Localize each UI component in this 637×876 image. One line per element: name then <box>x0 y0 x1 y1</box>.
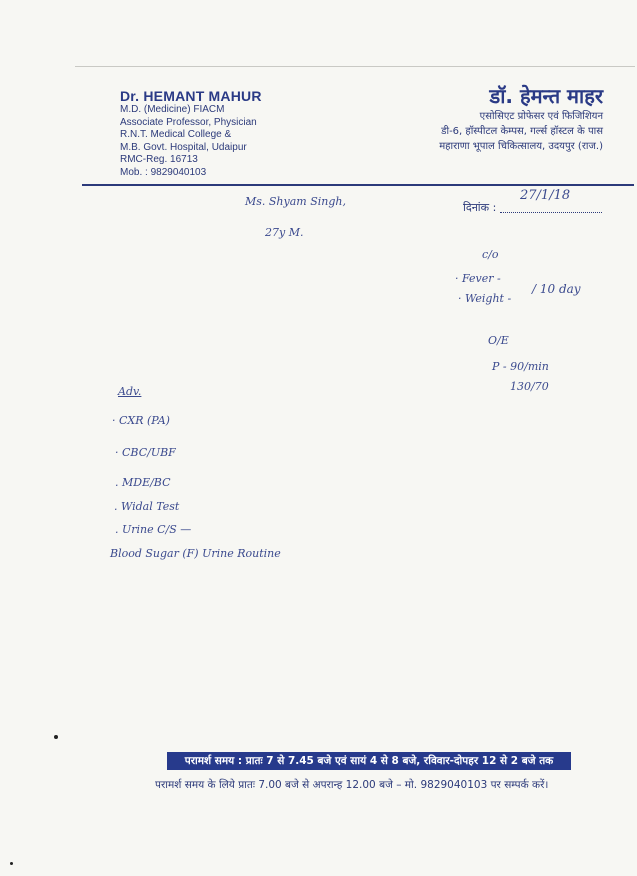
examination-heading: O/E <box>488 334 509 347</box>
mobile-number: Mob. : 9829040103 <box>120 166 207 178</box>
date-field-line <box>500 212 602 213</box>
college: R.N.T. Medical College & <box>120 129 232 140</box>
advice-heading: Adv. <box>118 385 142 398</box>
hospital: M.B. Govt. Hospital, Udaipur <box>120 141 247 153</box>
advice-item: . MDE/BC <box>115 476 171 489</box>
advice-item: . Widal Test <box>114 500 180 513</box>
complaint-duration: / 10 day <box>532 282 581 296</box>
patient-name: Ms. Shyam Singh, <box>245 195 346 208</box>
ink-speck <box>54 735 58 739</box>
doctor-details-hindi <box>439 82 603 154</box>
advice-item: · CBC/UBF <box>115 446 176 459</box>
complaint-weight: · Weight - <box>458 292 512 305</box>
header-divider <box>82 184 634 186</box>
doctor-name-english: Dr. HEMANT MAHUR <box>120 88 262 104</box>
consultation-contact-note: परामर्श समय के लिये प्रातः 7.00 बजे से अपरान्ह 12.00 बजे – मो. 9829040103 पर सम्पर्क करें। <box>155 779 549 791</box>
top-rule <box>75 66 635 67</box>
hospital-hindi: महाराणा भूपाल चिकित्सालय, उदयपुर (राज.) <box>439 141 603 152</box>
complaints-heading: c/o <box>482 248 499 261</box>
doctor-details-english <box>120 88 262 179</box>
advice-item: . Urine C/S — <box>115 523 192 536</box>
consultation-timing-banner: परामर्श समय : प्रातः 7 से 7.45 बजे एवं सायं 4 से 8 बजे, रविवार-दोपहर 12 से 2 बजे तक <box>167 752 571 770</box>
blood-pressure-reading: 130/70 <box>510 380 549 393</box>
date-value: 27/1/18 <box>520 188 571 203</box>
designation-hindi: एसोसिएट प्रोफेसर एवं फिजिशियन <box>479 111 603 122</box>
ink-speck <box>10 862 13 865</box>
patient-age: 27y M. <box>265 226 304 239</box>
advice-item: · CXR (PA) <box>112 414 170 427</box>
pulse-reading: P - 90/min <box>492 360 549 373</box>
doctor-name-hindi: डॉ. हेमन्त माहर <box>489 84 603 108</box>
registration-number: RMC-Reg. 16713 <box>120 154 198 165</box>
qualification: M.D. (Medicine) FIACM <box>120 104 225 115</box>
date-label: दिनांक : <box>463 201 497 214</box>
designation: Associate Professor, Physician <box>120 116 257 128</box>
advice-item: Blood Sugar (F) Urine Routine <box>110 547 281 560</box>
complaint-fever: · Fever - <box>455 272 501 285</box>
address-hindi: डी-6, हॉस्पीटल केम्पस, गर्ल्स हॉस्टल के पास <box>441 126 603 137</box>
